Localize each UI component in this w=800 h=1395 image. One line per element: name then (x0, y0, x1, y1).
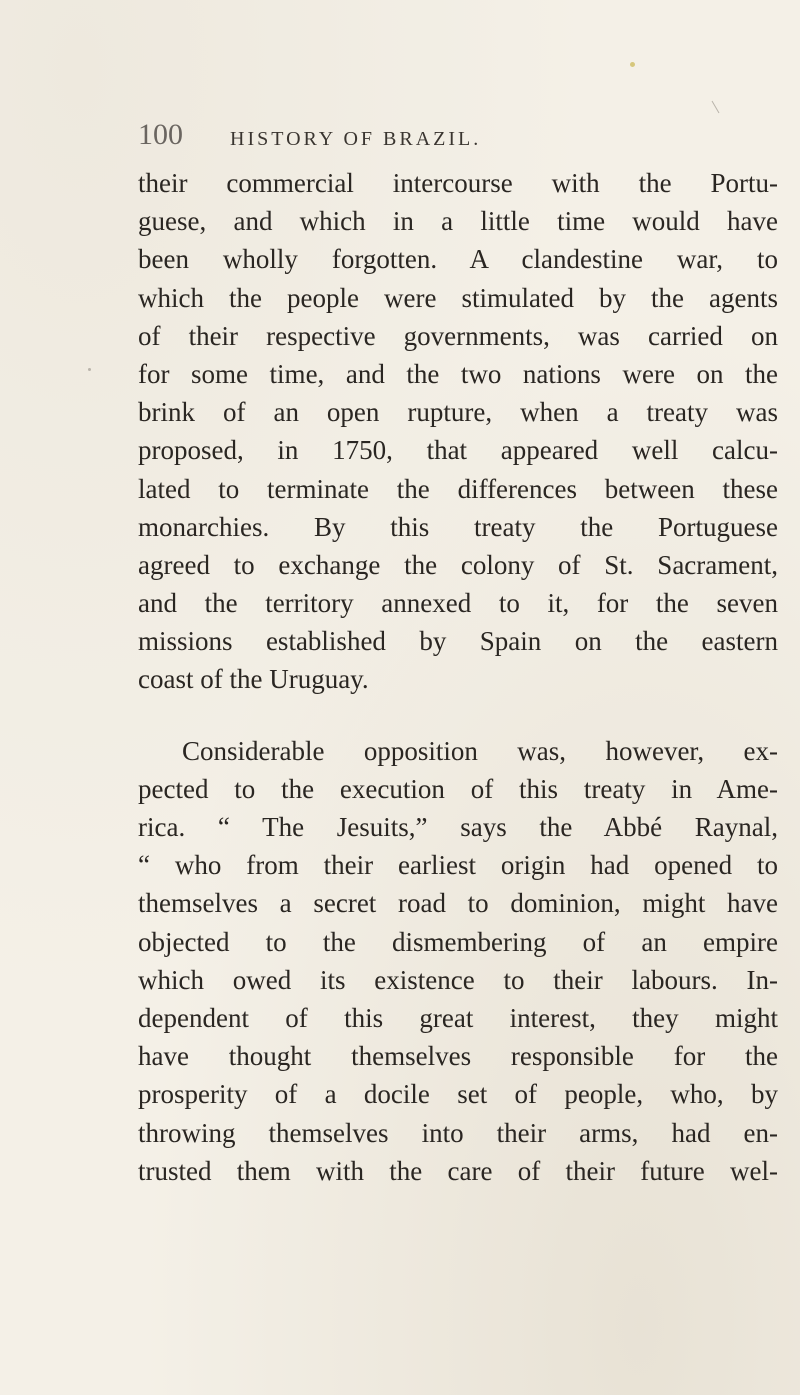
text-line: objected to the dismembering of an empire (138, 926, 778, 957)
text-line: themselves a secret road to dominion, might have (138, 888, 778, 919)
text-line: guese, and which in a little time would have (138, 206, 778, 237)
text-line: coast of the Uruguay. (138, 664, 369, 695)
paper-speck (88, 368, 91, 371)
page-header (138, 118, 738, 158)
text-line: of their respective governments, was carried on (138, 320, 778, 351)
paragraph-gap (138, 699, 778, 732)
paper-speck (712, 101, 720, 114)
text-line: which owed its existence to their labours. In- (138, 964, 778, 995)
text-line: which the people were stimulated by the agents (138, 282, 778, 313)
running-head: HISTORY OF BRAZIL. (230, 128, 482, 150)
paper-speck (630, 62, 635, 67)
body-text (138, 164, 778, 1190)
page-number: 100 (138, 118, 183, 151)
text-line: Considerable opposition was, however, ex- (182, 735, 778, 766)
text-line: and the territory annexed to it, for the seven (138, 588, 778, 619)
text-line: missions established by Spain on the eastern (138, 626, 778, 657)
text-line: “ who from their earliest origin had opened to (138, 850, 778, 881)
text-line: lated to terminate the differences between these (138, 473, 778, 504)
text-line: monarchies. By this treaty the Portuguese (138, 511, 778, 542)
text-line: for some time, and the two nations were on the (138, 358, 778, 389)
text-line: pected to the execution of this treaty in Ame- (138, 773, 778, 804)
text-line: have thought themselves responsible for the (138, 1041, 778, 1072)
paragraph-2 (138, 732, 778, 1190)
paragraph-1 (138, 164, 778, 699)
text-line: been wholly forgotten. A clandestine war, to (138, 244, 778, 275)
text-line: dependent of this great interest, they might (138, 1002, 778, 1033)
text-line: trusted them with the care of their future wel- (138, 1155, 778, 1186)
text-line: agreed to exchange the colony of St. Sacrament, (138, 549, 778, 580)
text-line: rica. “ The Jesuits,” says the Abbé Raynal, (138, 812, 778, 842)
text-line: prosperity of a docile set of people, who, by (138, 1079, 778, 1110)
text-line: their commercial intercourse with the Portu- (138, 168, 778, 198)
text-line: brink of an open rupture, when a treaty was (138, 397, 778, 428)
text-line: throwing themselves into their arms, had en- (138, 1117, 778, 1148)
text-line: proposed, in 1750, that appeared well calcu- (138, 435, 778, 466)
